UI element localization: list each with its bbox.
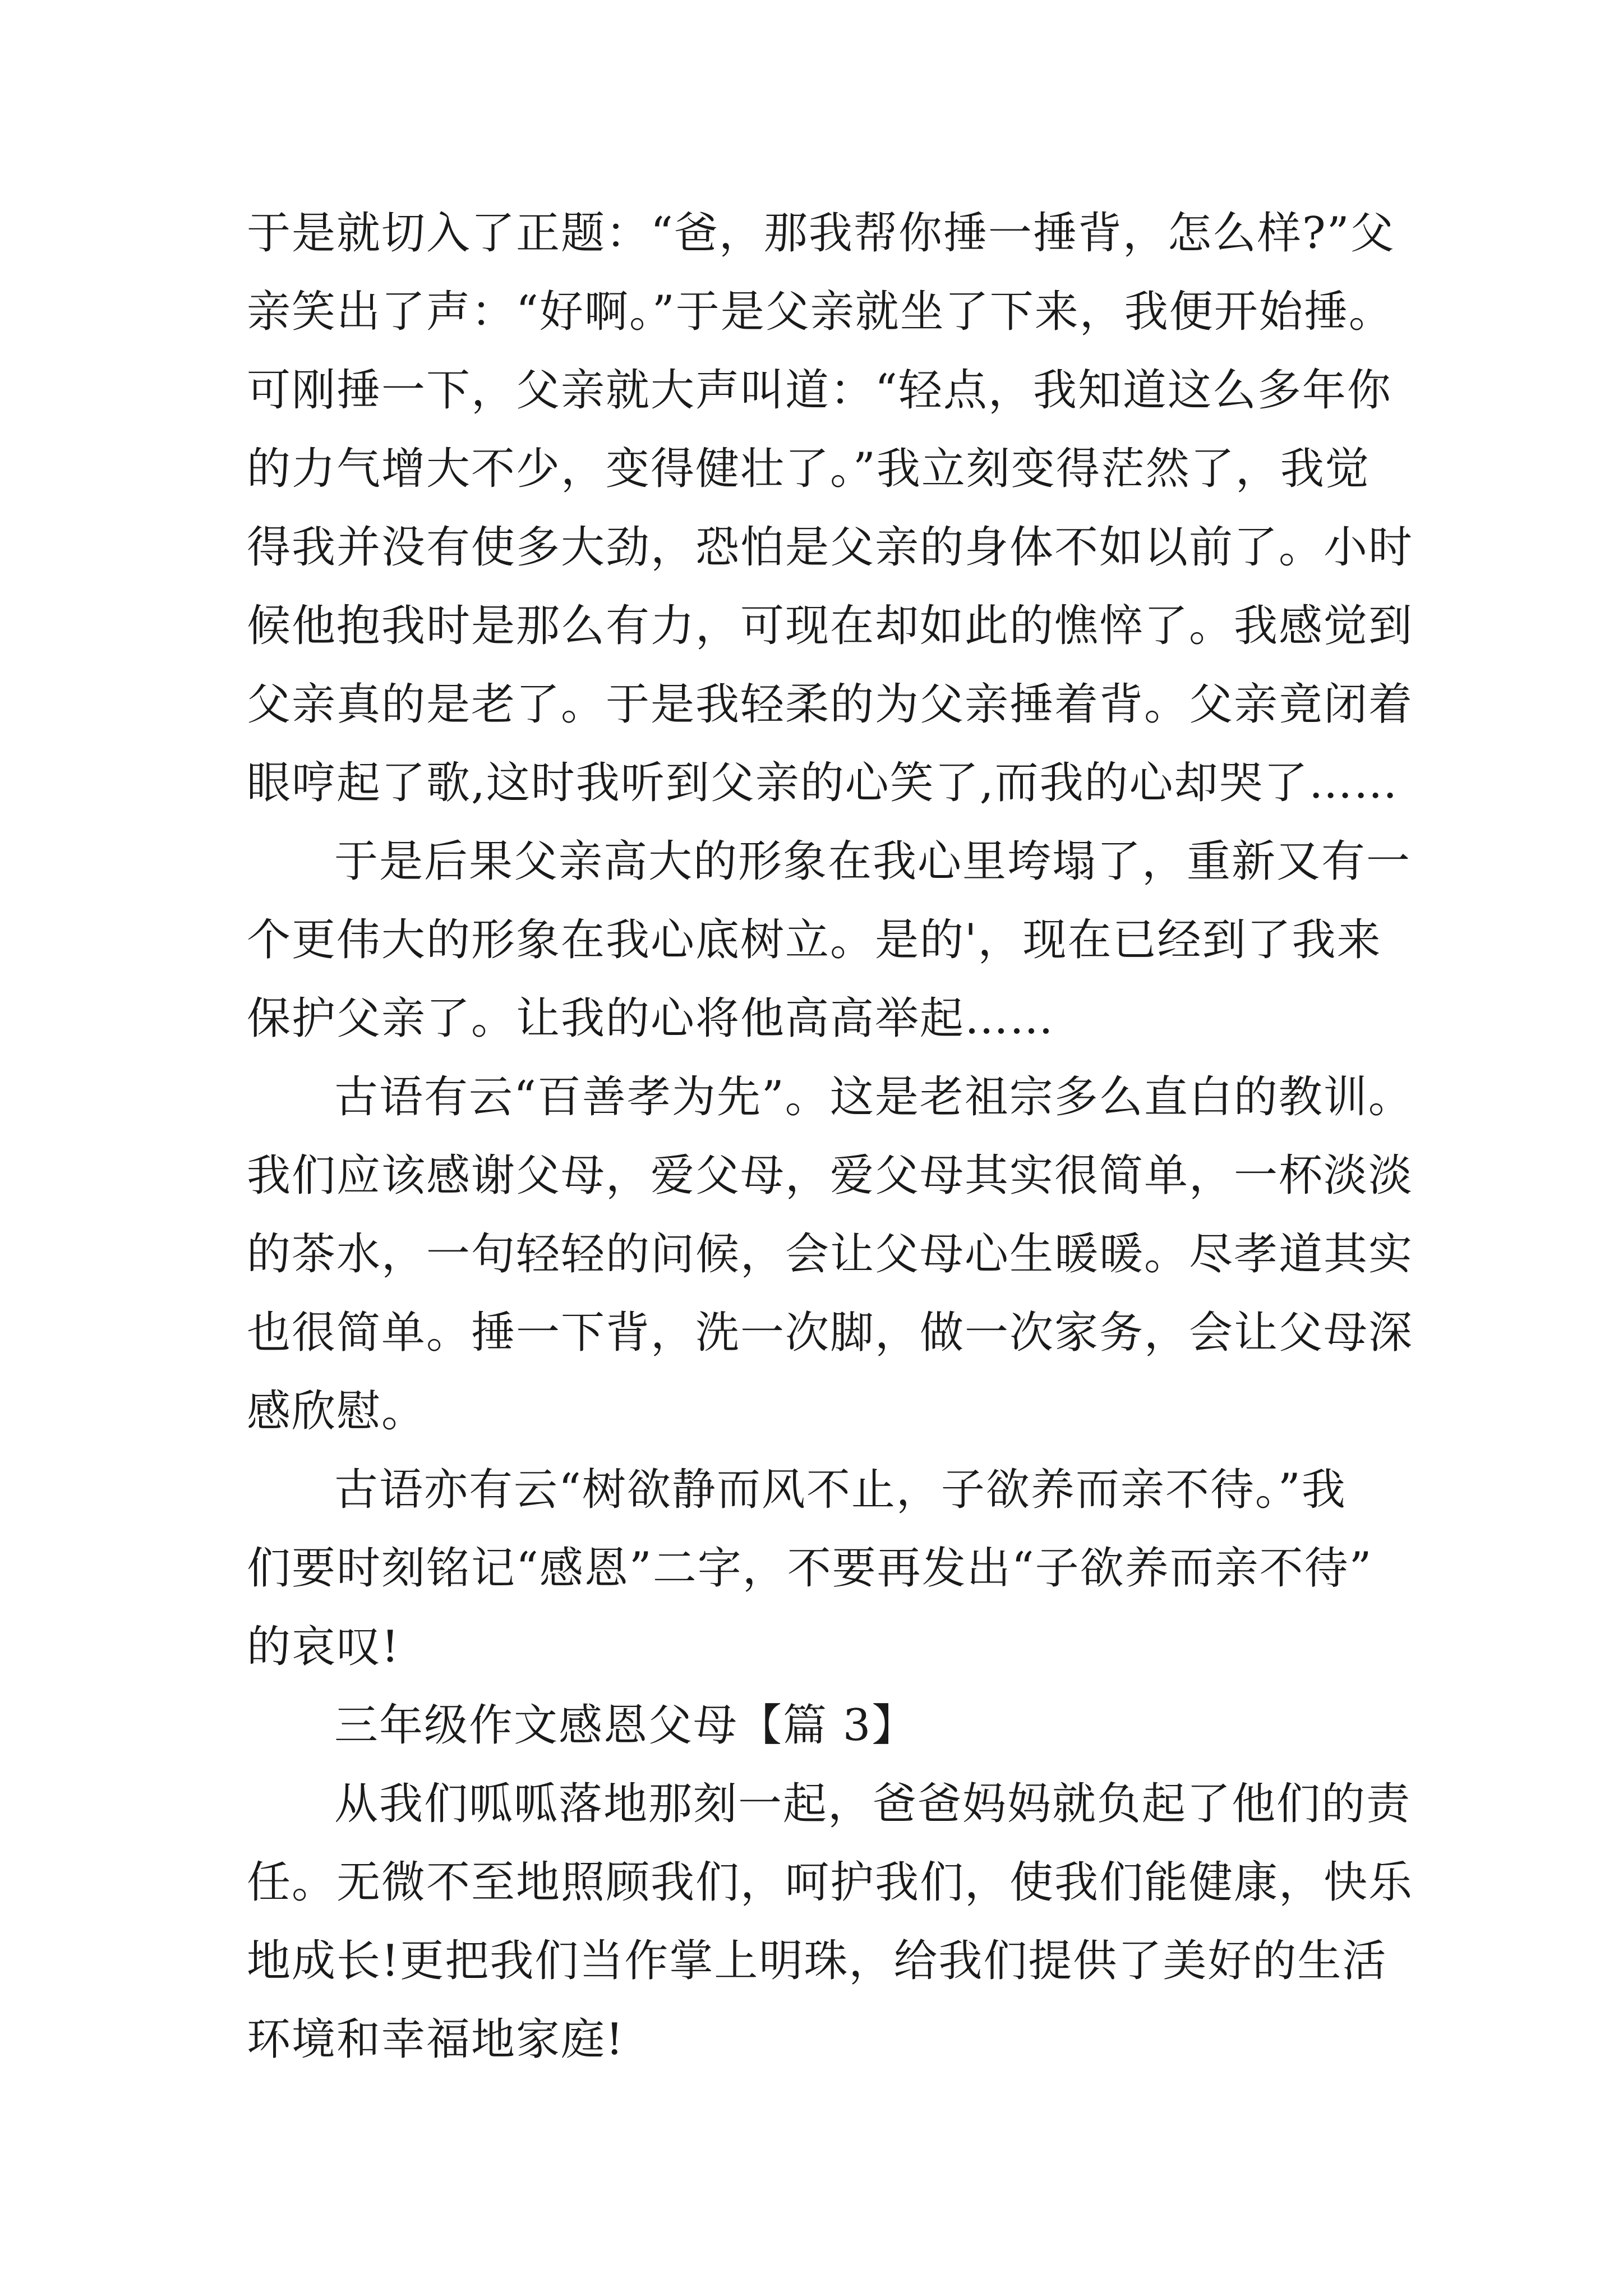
- text-line: 古语亦有云“树欲静而风不止，子欲养而亲不待。”我: [334, 1465, 1347, 1515]
- text-line: 于是后果父亲高大的形象在我心里垮塌了，重新又有一: [334, 836, 1412, 887]
- text-line: 环境和幸福地家庭!: [247, 2014, 625, 2065]
- text-line: 古语有云“百善孝为先”。这是老祖宗多么直白的教训。: [334, 1072, 1413, 1122]
- text-line: 从我们呱呱落地那刻一起，爸爸妈妈就负起了他们的责: [334, 1779, 1412, 1829]
- text-line: 的哀叹!: [247, 1622, 400, 1672]
- text-line: 任。无微不至地照顾我们，呵护我们，使我们能健康，快乐: [247, 1857, 1414, 1908]
- text-line: 可刚捶一下，父亲就大声叫道：“轻点，我知道这么多年你: [247, 365, 1392, 416]
- text-line: 的力气增大不少，变得健壮了。”我立刻变得茫然了，我觉: [247, 444, 1370, 494]
- text-line: 们要时刻铭记“感恩”二字，不要再发出“子欲养而亲不待”: [247, 1543, 1373, 1594]
- text-line: 地成长!更把我们当作掌上明珠，给我们提供了美好的生活: [247, 1936, 1387, 1986]
- text-line: 眼哼起了歌,这时我听到父亲的心笑了,而我的心却哭了……: [247, 758, 1399, 808]
- text-line: 的茶水，一句轻轻的问候，会让父母心生暖暖。尽孝道其实: [247, 1229, 1414, 1280]
- text-line: 个更伟大的形象在我心底树立。是的'，现在已经到了我来: [247, 915, 1382, 965]
- text-line: 候他抱我时是那么有力，可现在却如此的憔悴了。我感觉到: [247, 601, 1414, 651]
- document-body: [247, 194, 1414, 2079]
- text-line: 我们应该感谢父母，爱父母，爱父母其实很简单，一杯淡淡: [247, 1151, 1414, 1201]
- text-line: 得我并没有使多大劲，恐怕是父亲的身体不如以前了。小时: [247, 522, 1414, 573]
- text-line: 亲笑出了声：“好啊。”于是父亲就坐了下来，我便开始捶。: [247, 287, 1394, 337]
- text-line: 保护父亲了。让我的心将他高高举起……: [247, 993, 1055, 1044]
- text-line: 父亲真的是老了。于是我轻柔的为父亲捶着背。父亲竟闭着: [247, 679, 1414, 730]
- text-line: 三年级作文感恩父母【篇 3】: [334, 1700, 917, 1751]
- text-line: 感欣慰。: [247, 1386, 427, 1437]
- text-line: 也很简单。捶一下背，洗一次脚，做一次家务，会让父母深: [247, 1308, 1414, 1358]
- text-line: 于是就切入了正题：“爸，那我帮你捶一捶背，怎么样?”父: [247, 208, 1395, 259]
